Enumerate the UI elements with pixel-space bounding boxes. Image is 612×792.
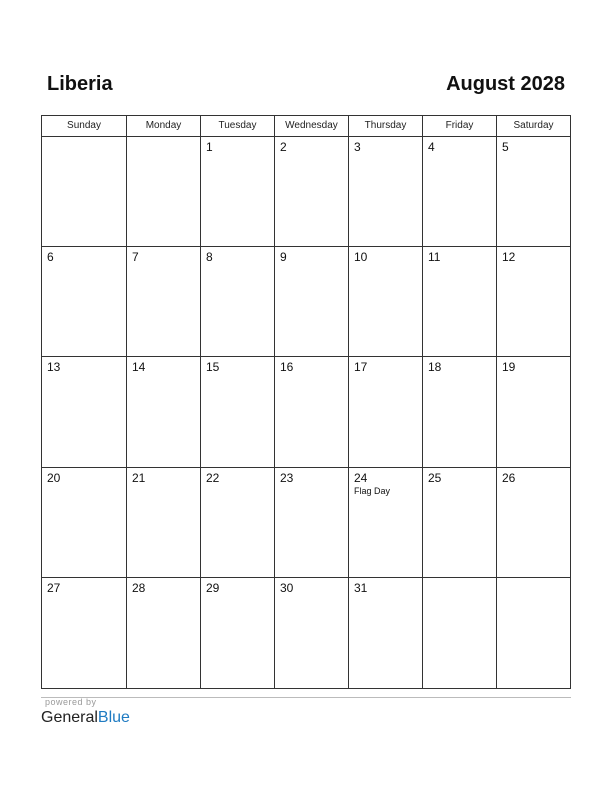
day-cell xyxy=(497,578,570,688)
day-cell xyxy=(42,468,127,577)
day-number: 6 xyxy=(47,250,54,265)
day-number: 10 xyxy=(354,250,368,265)
day-cell xyxy=(497,357,570,466)
generalblue-logo[interactable] xyxy=(41,708,130,728)
day-number: 19 xyxy=(502,360,516,375)
day-cell xyxy=(201,357,275,466)
weekday-thursday: Thursday xyxy=(349,116,423,136)
calendar-weeks xyxy=(42,137,570,688)
day-number: 4 xyxy=(428,140,435,154)
day-number: 3 xyxy=(354,140,361,154)
day-number: 15 xyxy=(206,360,220,375)
day-number: 7 xyxy=(132,250,139,265)
day-number: 28 xyxy=(132,580,146,595)
weekday-header-row xyxy=(42,116,570,137)
day-cell xyxy=(275,578,349,688)
day-cell xyxy=(497,247,570,356)
day-number: 5 xyxy=(502,140,509,154)
day-cell xyxy=(201,468,275,577)
day-cell xyxy=(497,137,570,246)
weekday-tuesday: Tuesday xyxy=(201,116,275,136)
day-number: 31 xyxy=(354,580,368,595)
week-row xyxy=(42,357,570,467)
weekday-wednesday: Wednesday xyxy=(275,116,349,136)
day-number: 8 xyxy=(206,250,213,265)
day-cell xyxy=(127,357,201,466)
day-number: 2 xyxy=(280,140,287,154)
day-number: 21 xyxy=(132,470,146,485)
day-cell xyxy=(349,468,423,577)
calendar-month-year: August 2028 xyxy=(446,73,565,95)
week-row xyxy=(42,247,570,357)
day-number: 12 xyxy=(502,250,516,265)
day-number: 22 xyxy=(206,470,220,485)
day-cell xyxy=(127,137,201,246)
day-cell xyxy=(423,468,497,577)
day-number: 23 xyxy=(280,470,294,485)
day-number: 25 xyxy=(428,470,442,485)
day-number: 20 xyxy=(47,470,61,485)
day-cell xyxy=(201,247,275,356)
day-number: 27 xyxy=(47,580,61,595)
day-number: 1 xyxy=(206,140,213,154)
week-row xyxy=(42,578,570,688)
day-cell xyxy=(349,578,423,688)
logo-text-blue: Blue xyxy=(97,709,130,726)
day-number: 26 xyxy=(502,470,516,485)
holiday-label: Flag Day xyxy=(354,485,391,496)
weekday-sunday: Sunday xyxy=(42,116,127,136)
day-cell xyxy=(349,247,423,356)
day-number: 16 xyxy=(280,360,294,375)
weekday-friday: Friday xyxy=(423,116,497,136)
day-cell xyxy=(201,137,275,246)
week-row xyxy=(42,137,570,247)
day-cell xyxy=(42,578,127,688)
day-cell xyxy=(127,247,201,356)
calendar-grid xyxy=(41,115,571,689)
weekday-monday: Monday xyxy=(127,116,201,136)
day-cell xyxy=(127,468,201,577)
calendar-country: Liberia xyxy=(47,73,113,95)
footer-divider xyxy=(41,697,571,698)
day-number: 17 xyxy=(354,360,368,375)
day-cell xyxy=(423,578,497,688)
day-cell xyxy=(275,137,349,246)
day-cell xyxy=(497,468,570,577)
day-number: 11 xyxy=(428,250,441,265)
day-cell xyxy=(42,357,127,466)
day-number: 30 xyxy=(280,580,294,595)
day-cell xyxy=(127,578,201,688)
day-cell xyxy=(349,137,423,246)
day-number: 14 xyxy=(132,360,146,375)
day-cell xyxy=(275,247,349,356)
day-cell xyxy=(423,137,497,246)
day-cell xyxy=(42,247,127,356)
day-number: 18 xyxy=(428,360,442,375)
day-cell xyxy=(423,357,497,466)
day-number: 29 xyxy=(206,580,220,595)
week-row xyxy=(42,468,570,578)
day-number: 9 xyxy=(280,250,287,265)
day-number: 13 xyxy=(47,360,61,375)
powered-by-text: powered by xyxy=(45,697,97,707)
day-cell xyxy=(201,578,275,688)
day-cell xyxy=(275,357,349,466)
logo-text-general: General xyxy=(41,709,98,726)
day-cell xyxy=(423,247,497,356)
weekday-saturday: Saturday xyxy=(513,120,554,131)
day-cell xyxy=(275,468,349,577)
day-number: 24 xyxy=(354,470,368,485)
day-cell xyxy=(42,137,127,246)
day-cell xyxy=(349,357,423,466)
